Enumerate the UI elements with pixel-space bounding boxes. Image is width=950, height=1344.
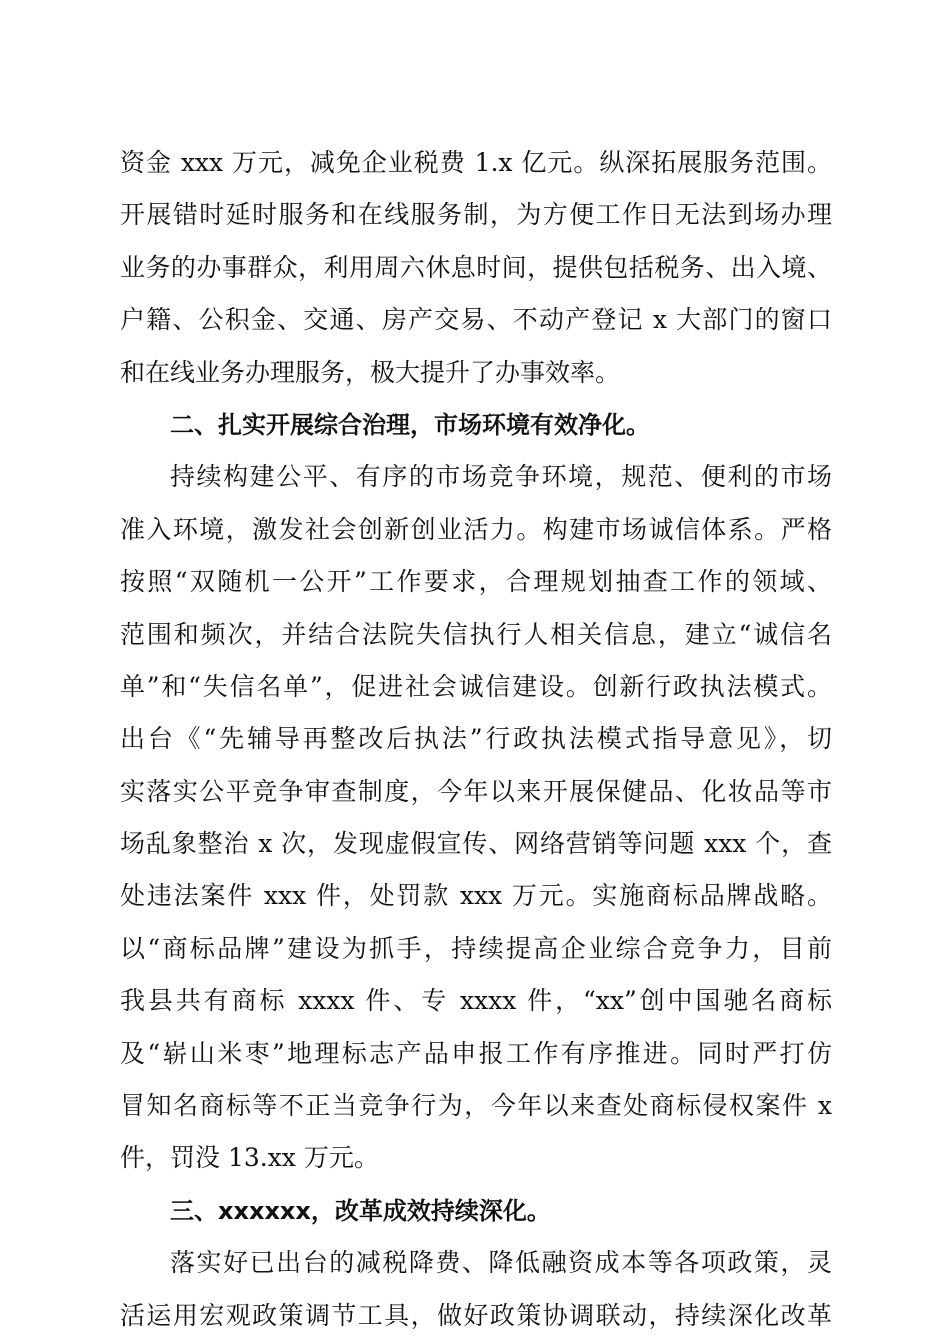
text-line: 按照“双随机一公开”工作要求，合理规划抽查工作的领域、 <box>120 567 832 597</box>
text-line: 和在线业务办理服务，极大提升了办事效率。 <box>120 357 621 387</box>
text-line: 资金 xxx 万元，减免企业税费 1.x 亿元。纵深拓展服务范围。 <box>120 148 832 177</box>
text-line: 落实好已出台的减税降费、降低融资成本等各项政策，灵 <box>170 1248 832 1278</box>
text-line: 户籍、公积金、交通、房产交易、不动产登记 x 大部门的窗口 <box>120 305 832 335</box>
text-line: 以“商标品牌”建设为抓手，持续提高企业综合竞争力，目前 <box>120 933 832 963</box>
text-line: 持续构建公平、有序的市场竞争环境，规范、便利的市场 <box>170 462 832 492</box>
paragraph-1 <box>120 137 832 399</box>
document-page <box>120 137 832 1342</box>
text-line: 出台《“先辅导再整改后执法”行政执法模式指导意见》，切 <box>120 724 832 754</box>
text-line: 业务的办事群众，利用周六休息时间，提供包括税务、出入境、 <box>120 252 832 282</box>
paragraph-3 <box>120 1237 832 1342</box>
paragraph-2 <box>120 451 832 1184</box>
text-line: 范围和频次，并结合法院失信执行人相关信息，建立“诚信名 <box>120 619 832 649</box>
text-line: 开展错时延时服务和在线服务制，为方便工作日无法到场办理 <box>120 200 832 230</box>
section-heading-2: 二、扎实开展综合治理，市场环境有效净化。 <box>170 410 650 439</box>
text-line: 及“崭山米枣”地理标志产品申报工作有序推进。同时严打仿 <box>120 1038 832 1068</box>
text-line: 件，罚没 13.xx 万元。 <box>120 1143 379 1173</box>
text-line: 准入环境，激发社会创新创业活力。构建市场诚信体系。严格 <box>120 514 832 544</box>
text-line: 单”和“失信名单”，促进社会诚信建设。创新行政执法模式。 <box>120 671 832 701</box>
text-line: 处违法案件 xxx 件，处罚款 xxx 万元。实施商标品牌战略。 <box>120 881 832 911</box>
section-heading-3: 三、xxxxxx，改革成效持续深化。 <box>170 1196 551 1225</box>
text-line: 活运用宏观政策调节工具，做好政策协调联动，持续深化改革 <box>120 1300 832 1330</box>
text-line: 实落实公平竞争审查制度，今年以来开展保健品、化妆品等市 <box>120 776 832 806</box>
text-line: 场乱象整治 x 次，发现虚假宣传、网络营销等问题 xxx 个，查 <box>120 829 832 859</box>
text-line: 冒知名商标等不正当竞争行为，今年以来查处商标侵权案件 x <box>120 1091 832 1121</box>
text-line: 我县共有商标 xxxx 件、专 xxxx 件，“xx”创中国驰名商标 <box>120 986 832 1016</box>
